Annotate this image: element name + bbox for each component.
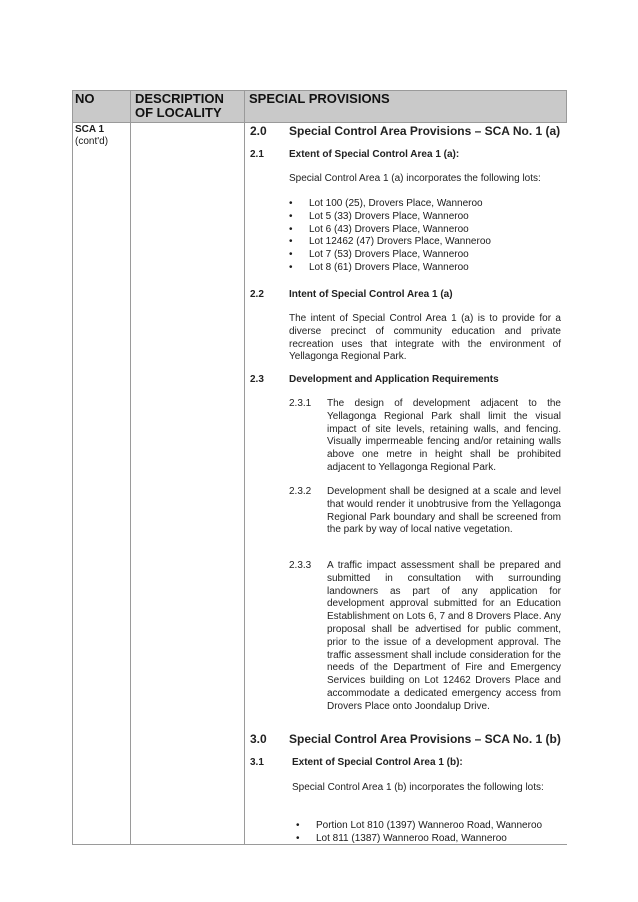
row-number-note: (cont'd) [75, 136, 109, 147]
header-right-border [566, 90, 567, 122]
section-3-0-title: Special Control Area Provisions – SCA No. 1 (b) [289, 732, 561, 746]
header-no: NO [75, 91, 95, 106]
section-2-3-number: 2.3 [250, 374, 264, 385]
item-2-3-1-number: 2.3.1 [289, 398, 312, 409]
bullet-icon: • [289, 223, 293, 235]
list-item: • Lot 811 (1387) Wanneroo Road, Wanneroo [296, 832, 507, 844]
row-number: SCA 1 [75, 124, 105, 135]
section-3-0-number: 3.0 [250, 732, 267, 746]
section-2-1-number: 2.1 [250, 149, 264, 160]
bullet-icon: • [289, 261, 293, 273]
list-item: • Lot 5 (33) Drovers Place, Wanneroo [289, 210, 469, 222]
item-2-3-3-text: A traffic impact assessment shall be prepared and submitted in consultation with surrounding landowners as part of any application for development approval submitted for an Education Establishment on Lots 6, 7 and 8 Drovers Place. Any proposal shall be advertised for public comment, prior to the issue of a development approval. The traffic assessment shall include consideration for the needs of the Department of Fire and Emergency Services building on Lot 12462 Drovers Place and accommodate a dedicated emergency access from Drovers Place onto Joondalup Drive. [327, 560, 561, 712]
section-3-1-intro: Special Control Area 1 (b) incorporates the following lots: [292, 782, 544, 793]
section-3-1-title: Extent of Special Control Area 1 (b): [292, 757, 463, 768]
item-2-3-3-number: 2.3.3 [289, 560, 312, 571]
list-item: • Portion Lot 810 (1397) Wanneroo Road, Wanneroo [296, 820, 543, 831]
bullet-icon: • [289, 198, 293, 209]
section-3-1-number: 3.1 [250, 757, 264, 768]
item-2-3-2-text: Development shall be designed at a scale and level that would render it unobtrusive from the Yellagonga Regional Park boundary and shall be screened from the park by way of local native vegetation. [327, 486, 561, 536]
column-divider-2 [244, 90, 245, 845]
column-divider-1 [130, 90, 131, 845]
header-bottom-border [72, 122, 567, 123]
bullet-icon: • [289, 236, 293, 248]
bullet-icon: • [289, 249, 293, 261]
list-item: • Lot 6 (43) Drovers Place, Wanneroo [289, 223, 469, 235]
list-item: • Lot 12462 (47) Drovers Place, Wanneroo [289, 236, 491, 248]
bullet-icon: • [296, 832, 300, 844]
header-description: DESCRIPTION OF LOCALITY [135, 91, 224, 120]
section-2-1-lot-list [289, 198, 564, 275]
item-2-3-1-text: The design of development adjacent to the Yellagonga Regional Park shall limit the visual impact of site levels, retaining walls, and fencing. Visually impermeable fencing and/or retaining walls above one metre in height shall be prohibited adjacent to Yellagonga Regional Park. [327, 398, 561, 473]
section-2-0-title: Special Control Area Provisions – SCA No. 1 (a) [289, 124, 561, 138]
section-2-0-number: 2.0 [250, 124, 267, 138]
section-2-3-title: Development and Application Requirements [289, 374, 499, 385]
item-2-3-2-number: 2.3.2 [289, 486, 312, 497]
list-item: • Lot 8 (61) Drovers Place, Wanneroo [289, 261, 469, 273]
section-2-2-title: Intent of Special Control Area 1 (a) [289, 289, 453, 300]
list-item: • Lot 100 (25), Drovers Place, Wanneroo [289, 198, 483, 209]
bullet-icon: • [296, 820, 300, 831]
section-2-2-body: The intent of Special Control Area 1 (a) is to provide for a diverse precinct of community education and private recreation uses that integrate with the environment of Yellagonga Regional Park. [289, 313, 561, 363]
section-2-1-title: Extent of Special Control Area 1 (a): [289, 149, 460, 160]
header-special-provisions: SPECIAL PROVISIONS [249, 91, 390, 106]
row-number-cell [75, 124, 108, 148]
section-3-1-lot-list [296, 820, 564, 846]
list-item: • Lot 7 (53) Drovers Place, Wanneroo [289, 249, 469, 261]
section-2-2-number: 2.2 [250, 289, 264, 300]
section-2-1-intro: Special Control Area 1 (a) incorporates the following lots: [289, 173, 541, 184]
table-left-border [72, 90, 73, 845]
bullet-icon: • [289, 210, 293, 222]
